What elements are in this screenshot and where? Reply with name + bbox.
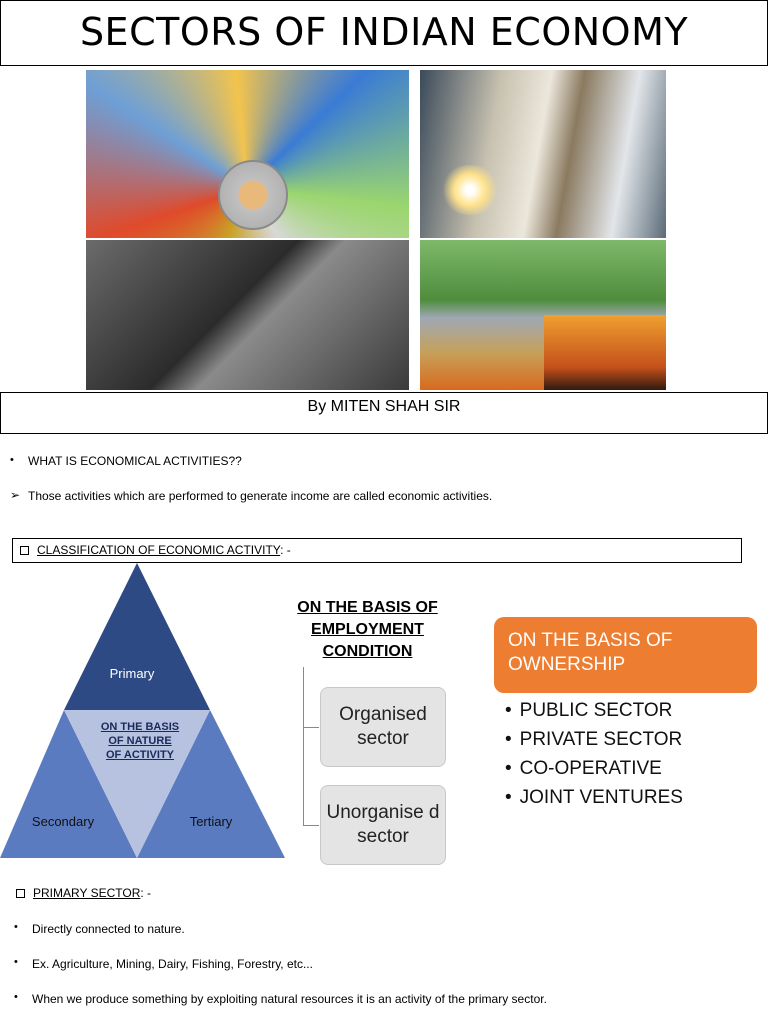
triangle-primary (64, 563, 210, 710)
ownership-list (505, 696, 683, 812)
question-text: WHAT IS ECONOMICAL ACTIVITIES?? (28, 454, 242, 468)
primary-label: Primary (109, 666, 155, 681)
checkbox-square-icon (16, 889, 25, 898)
economy-collage-image (86, 70, 409, 238)
agriculture-industry-collage-image (420, 240, 666, 390)
industry-collage-image (420, 70, 666, 238)
answer-text: Those activities which are performed to generate income are called economic activities. (28, 489, 493, 503)
primary-point: Directly connected to nature. (32, 922, 185, 936)
primary-activities-image (86, 240, 409, 390)
ownership-heading: ON THE BASIS OF OWNERSHIP (494, 617, 757, 693)
classification-suffix: : - (280, 543, 291, 557)
unorganised-sector-card: Unorganise d sector (320, 785, 446, 865)
bullet-icon: • (14, 991, 18, 1003)
checkbox-square-icon (20, 546, 29, 555)
bullet-icon: • (14, 956, 18, 968)
primary-point: When we produce something by exploiting natural resources it is an activity of the primary sector. (32, 992, 547, 1006)
secondary-label: Secondary (31, 814, 95, 829)
bullet-icon: • (10, 454, 14, 466)
primary-point: Ex. Agriculture, Mining, Dairy, Fishing, Forestry, etc... (32, 957, 313, 971)
connector-branch (303, 825, 319, 826)
classification-heading (20, 543, 291, 557)
tertiary-label: Tertiary (189, 814, 233, 829)
connector-branch (303, 727, 319, 728)
organised-sector-card: Organised sector (320, 687, 446, 767)
page-title: SECTORS OF INDIAN ECONOMY (79, 10, 689, 54)
primary-sector-suffix: : - (140, 886, 152, 900)
byline: By MITEN SHAH SIR (307, 398, 461, 415)
welding-spark-icon (440, 165, 500, 215)
rupee-coin-icon (218, 160, 288, 230)
primary-sector-label: PRIMARY SECTOR (33, 886, 141, 900)
bullet-icon: • (14, 921, 18, 933)
arrow-bullet-icon: ➢ (10, 488, 21, 502)
list-item: • PRIVATE SECTOR (505, 725, 683, 754)
list-item: • PUBLIC SECTOR (505, 696, 683, 725)
list-item: • JOINT VENTURES (505, 783, 683, 812)
list-item: • CO-OPERATIVE (505, 754, 683, 783)
primary-sector-heading (16, 886, 151, 900)
classification-label: CLASSIFICATION OF ECONOMIC ACTIVITY (37, 543, 281, 557)
employment-heading: ON THE BASIS OF EMPLOYMENT CONDITION (297, 599, 438, 660)
connector-line (303, 667, 304, 825)
power-tower-sunset-icon (544, 315, 666, 390)
nature-of-activity-label: ON THE BASIS OF NATURE OF ACTIVITY (100, 721, 180, 761)
